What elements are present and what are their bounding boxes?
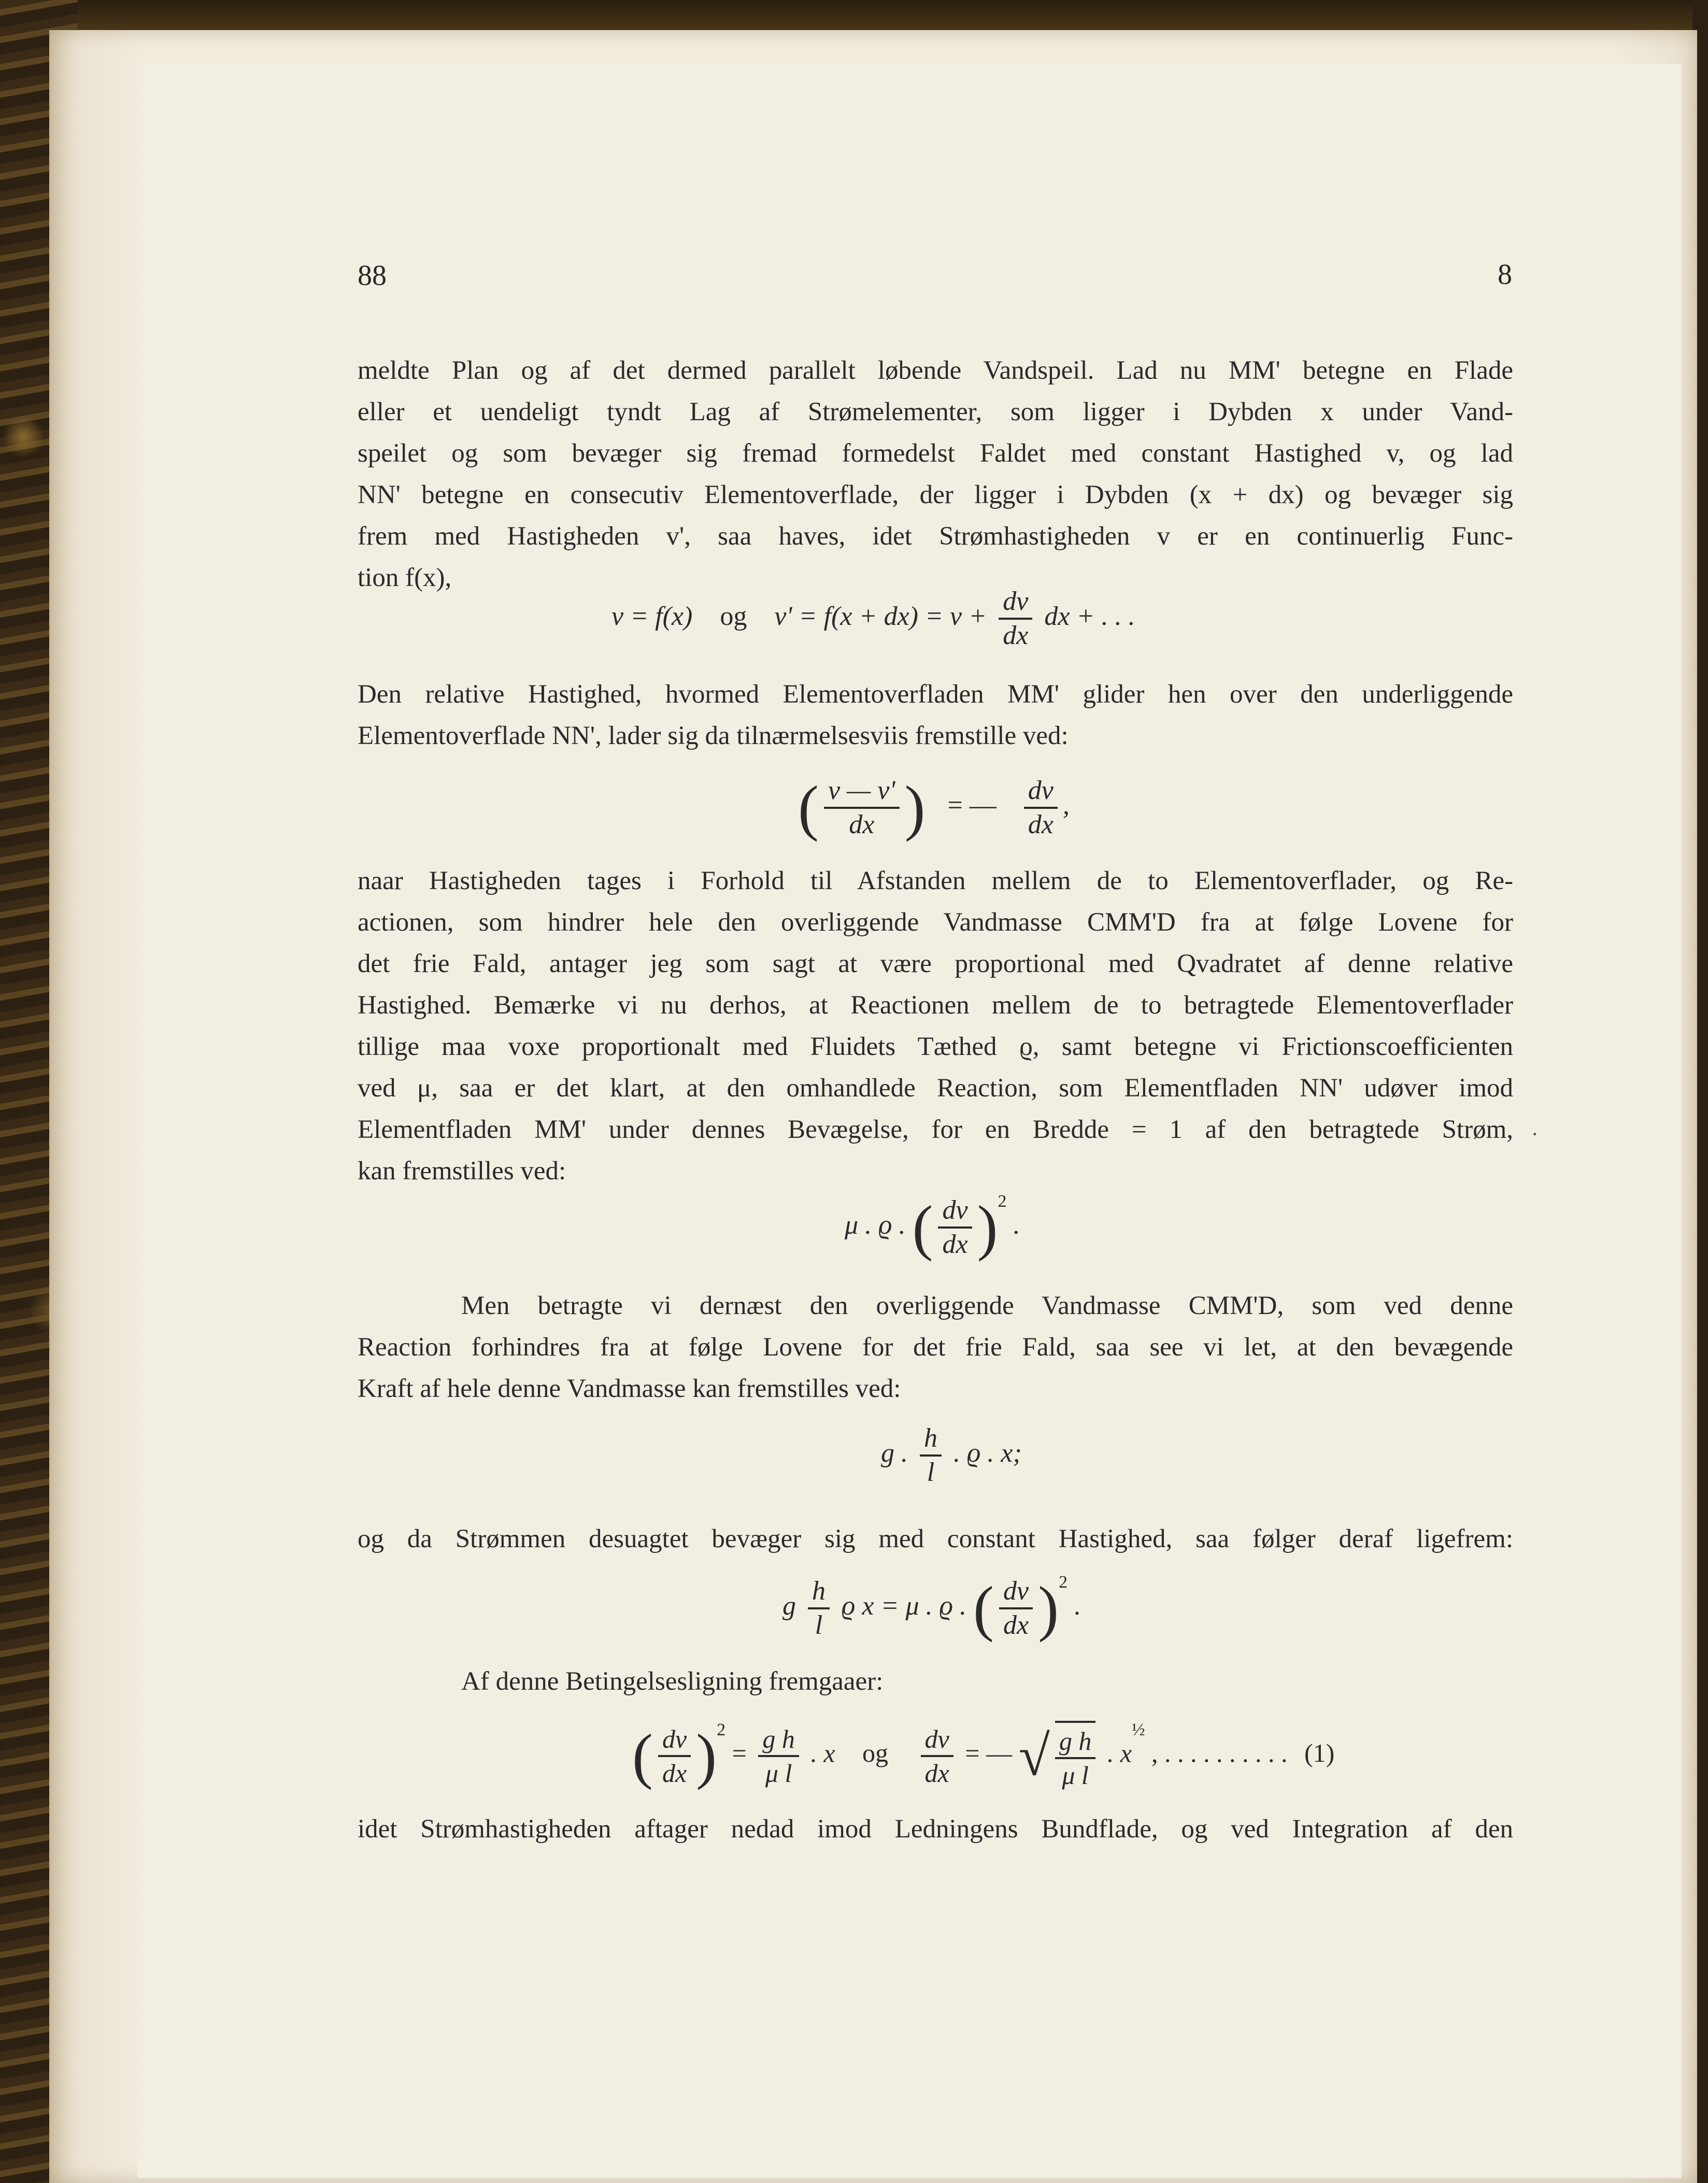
text-line: Elementoverflade NN', lader sig da tilnærmelsesviis fremstille ved: <box>358 721 1069 750</box>
eq3-exponent: 2 <box>998 1192 1007 1211</box>
eq3-numerator: dv <box>942 1195 968 1225</box>
text-line: Reaction forhindres fra at følge Lovene for det frie Fald, saa see vi let, at den bevægende <box>358 1333 1513 1362</box>
eq4-tail: . ϱ . x; <box>953 1438 1022 1468</box>
text-line: kan fremstilles ved: <box>358 1157 566 1186</box>
text-line: speilet og som bevæger sig fremad formedelst Faldet med constant Hastighed v, og lad <box>358 439 1513 468</box>
text-line: idet Strømhastigheden aftager nedad imod Ledningens Bundflade, og ved Integration af den <box>358 1815 1513 1844</box>
cover-board-top <box>0 0 1708 31</box>
eq6-fraction-3 <box>921 1723 953 1789</box>
eq5-exponent: 2 <box>1059 1573 1068 1592</box>
eq6-equals-minus: = — <box>965 1738 1012 1768</box>
equation-1 <box>611 586 1135 652</box>
eq6-label: (1) <box>1304 1738 1335 1768</box>
eq6-numerator-2: g h <box>762 1724 795 1753</box>
eq4-numerator: h <box>924 1423 937 1453</box>
eq3-lhs: μ . ϱ . <box>845 1210 906 1240</box>
equation-3: μ . ϱ . ( $\frac{dv}{dx}$ )$^2$ . <box>845 1192 1020 1262</box>
equation-2: ( $\frac{v — v'}{dx}$ ) = — $\frac{dv}{dx}$ , <box>798 773 1070 842</box>
eq6-fraction-4 <box>1055 1721 1096 1791</box>
eq6-denominator-1: dx <box>658 1755 691 1789</box>
eq6-root: √ <box>1018 1724 1050 1788</box>
eq5-denominator-1: l <box>808 1607 830 1642</box>
eq4-fraction <box>920 1422 942 1489</box>
eq5-tail: . <box>1074 1591 1081 1621</box>
text-line: Men betragte vi dernæst den overliggende Vandmasse CMM'D, som ved denne <box>461 1291 1513 1320</box>
eq6-fraction-1 <box>658 1723 691 1789</box>
text-line: actionen, som hindrer hele den overliggende Vandmasse CMM'D fra at følge Lovene for <box>358 908 1513 937</box>
text-line: Hastighed. Bemærke vi nu derhos, at Reactionen mellem de to betragtede Elementoverflader <box>358 991 1513 1020</box>
text-line: Af denne Betingelsesligning fremgaaer: <box>461 1667 884 1696</box>
text-line: Den relative Hastighed, hvormed Elementoverfladen MM' glider hen over den underliggende <box>358 680 1513 709</box>
text-line: eller et uendeligt tyndt Lag af Strømelementer, som ligger i Dybden x under Vand- <box>358 397 1513 426</box>
equation-6: ( $\frac{dv}{dx}$ )$^2$ = $\frac{\text{g h}}{\text{μ l}}$ . x og $\frac{dv}{dx}$ = — √ $\frac{\text{g h}}{\text{μ l}}$ . $x^{\frac{1}{2}}$ , . . . . . . . . . . (1) <box>632 1720 1335 1790</box>
eq5-denominator-2: dx <box>999 1607 1033 1642</box>
eq6-denominator-3: dx <box>921 1755 953 1789</box>
eq1-denominator: dx <box>999 618 1032 652</box>
eq6-exponent: 2 <box>717 1720 726 1739</box>
eq3-fraction <box>938 1194 972 1261</box>
eq5-mid: ϱ x = μ . ϱ . <box>842 1591 967 1621</box>
text-line: frem med Hastigheden v', saa haves, idet Strømhastigheden v er en continuerlig Func- <box>358 522 1513 551</box>
text-line: Elementfladen MM' under dennes Bevægelse, for en Bredde = 1 af den betragtede Strøm, <box>358 1115 1513 1144</box>
equation-5: g $\frac{h}{l}$ ϱ x = μ . ϱ . ( $\frac{dv}{dx}$ )$^2$ . <box>782 1573 1081 1643</box>
eq6-equals: = <box>732 1738 747 1768</box>
eq2-tail: , <box>1062 790 1070 820</box>
margin-dot: · <box>1531 1122 1539 1146</box>
eq1-mid: v' = f(x + dx) = v + <box>774 601 987 631</box>
eq2-numerator-2: dv <box>1028 776 1054 805</box>
eq6-denominator-2: μ l <box>758 1755 799 1789</box>
text-line: tillige maa voxe proportionalt med Fluidets Tæthed ϱ, samt betegne vi Frictionscoefficienten <box>358 1032 1513 1061</box>
eq6-numerator-4: g h <box>1059 1727 1092 1756</box>
eq6-tail-exponent: ½ <box>1132 1720 1145 1739</box>
eq2-denominator-1: dx <box>824 807 900 841</box>
eq6-numerator-1: dv <box>662 1724 687 1753</box>
eq5-fraction-1 <box>808 1575 830 1642</box>
text-line: og da Strømmen desuagtet bevæger sig med constant Hastighed, saa følger deraf ligefrem: <box>358 1524 1513 1553</box>
text-line: ved μ, saa er det klart, at den omhandlede Reaction, som Elementfladen NN' udøver imod <box>358 1074 1513 1103</box>
eq1-og: og <box>720 601 747 631</box>
eq2-equals: = — <box>947 790 997 820</box>
eq4-denominator: l <box>920 1454 942 1489</box>
eq3-denominator: dx <box>938 1226 972 1261</box>
text-line: naar Hastigheden tages i Forhold til Afstanden mellem de to Elementoverflader, og Re- <box>358 866 1513 895</box>
page-number-left: 88 <box>358 260 387 292</box>
equation-4 <box>881 1422 1022 1489</box>
eq1-tail: dx + . . . <box>1044 601 1135 631</box>
text-line: meldte Plan og af det dermed parallelt løbende Vandspeil. Lad nu MM' betegne en Flade <box>358 356 1513 385</box>
eq1-numerator: dv <box>1003 587 1029 616</box>
eq6-mid: . x <box>810 1738 835 1768</box>
eq2-numerator-1: v — v' <box>828 776 895 805</box>
eq1-lhs: v = f(x) <box>611 601 693 631</box>
text-line: det frie Fald, antager jeg som sagt at være proportional med Qvadratet af denne relative <box>358 949 1513 978</box>
eq6-numerator-3: dv <box>924 1724 949 1753</box>
eq5-lhs: g <box>782 1591 796 1621</box>
eq2-denominator-2: dx <box>1024 807 1058 841</box>
eq5-fraction-2 <box>999 1575 1033 1642</box>
eq4-lhs: g . <box>881 1438 908 1468</box>
eq6-og: og <box>862 1738 889 1768</box>
eq5-numerator-1: h <box>812 1576 825 1606</box>
eq6-fraction-2 <box>758 1723 799 1789</box>
text-line: tion f(x), <box>358 563 452 592</box>
eq3-tail: . <box>1013 1210 1020 1240</box>
eq1-fraction <box>999 586 1032 652</box>
eq6-denominator-4: μ l <box>1055 1757 1096 1791</box>
eq2-fraction-2 <box>1024 775 1058 841</box>
eq6-tail: . x <box>1107 1738 1132 1768</box>
text-line: NN' betegne en consecutiv Elementoverflade, der ligger i Dybden (x + dx) og bevæger sig <box>358 480 1513 509</box>
eq5-numerator-2: dv <box>1003 1576 1029 1606</box>
eq2-fraction-1 <box>824 775 900 841</box>
eq6-dots: , . . . . . . . . . . <box>1151 1738 1288 1768</box>
text-line: Kraft af hele denne Vandmasse kan fremstilles ved: <box>358 1374 901 1403</box>
page-number-right: 8 <box>1498 259 1512 291</box>
